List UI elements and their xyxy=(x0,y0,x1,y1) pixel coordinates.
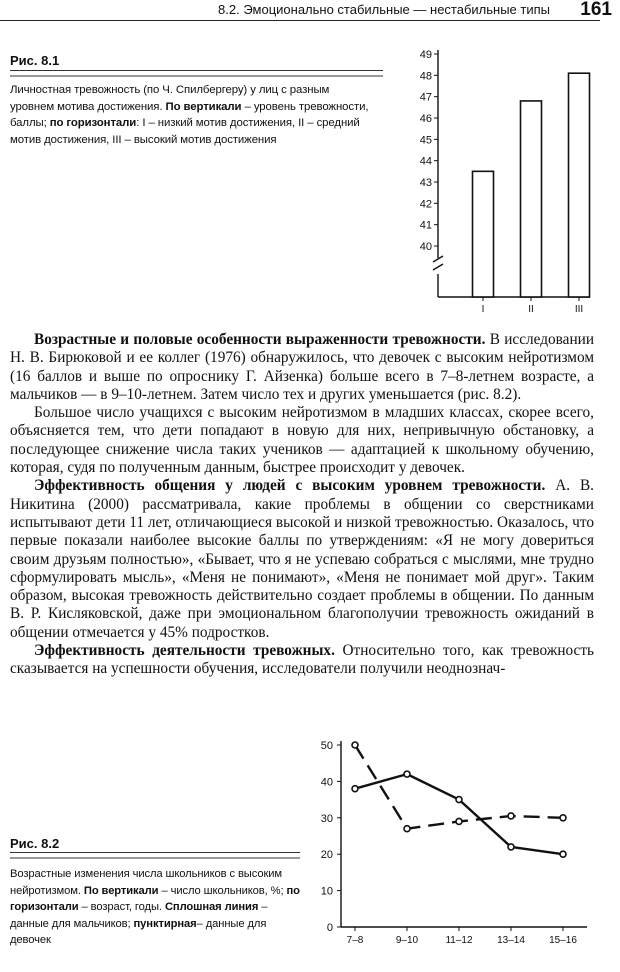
y-tick-label: 30 xyxy=(320,812,333,825)
data-point-solid xyxy=(352,786,358,792)
bar-I xyxy=(473,171,494,297)
figure-8-1-bar-chart xyxy=(400,40,600,325)
bar-III xyxy=(569,73,590,297)
y-tick-label: 46 xyxy=(419,113,432,125)
header-rule xyxy=(0,20,600,21)
y-tick-label: 49 xyxy=(419,49,432,61)
x-tick-label: 9–10 xyxy=(395,935,419,946)
y-tick-label: 42 xyxy=(419,198,432,211)
paragraph: Эффективность общения у людей с высоким уровнем тревожности. А. В. Никитина (2000) рассматривала, какие проблемы в общении со сверстниками испытывают дети 11 лет, отличающиеся высокой и низкой тревожностью. Оказалось, что первые показали наиболее высокие баллы по утверждениям: «Я не могу довериться своим друзьям полностью», «Бывает, что я не успеваю собраться с мыслями, мне трудно сформулировать мысль», «Меня не понимают», «Меня не понимает мой друг». Таким образом, высокая тревожность действительно создает проблемы в общении. По данным В. Р. Кисляковской, даже при эмоциональном благополучии тревожность ожиданий в общении отмечается у 45% подростков. xyxy=(10,477,594,641)
y-tick-label: 48 xyxy=(419,70,432,83)
y-tick-label: 20 xyxy=(320,849,333,862)
y-tick-label: 44 xyxy=(419,155,432,168)
data-point-solid xyxy=(508,844,514,850)
running-title: 8.2. Эмоционально стабильные — нестабильные типы xyxy=(218,2,550,17)
figure-8-2-caption: Возрастные изменения числа школьников с высоким нейротизмом. По вертикали – число школьников, %; по горизонтали – возраст, годы. Сплошная линия – данные для мальчиков; пунктирная– данные для девочек xyxy=(10,868,300,947)
figure-8-1-caption: Личностная тревожность (по Ч. Спилбергеру) у лиц с разным уровнем мотива достижения. По вертикали – уровень тревожности, баллы; по горизонтали: I – низкий мотив достижения, II – средний мотив достижения, III – высокий мотив достижения xyxy=(10,84,369,146)
bar-II xyxy=(521,101,542,297)
data-point-solid xyxy=(560,851,566,857)
x-tick-label: I xyxy=(481,304,485,315)
x-tick-label: 11–12 xyxy=(445,935,473,946)
data-point-dashed xyxy=(456,818,462,824)
y-tick-label: 0 xyxy=(326,922,333,934)
figure-8-2-line-chart xyxy=(305,735,605,960)
y-tick-label: 43 xyxy=(419,177,432,189)
figure-8-1-rule xyxy=(10,70,383,77)
data-point-dashed xyxy=(560,815,566,821)
page-number: 161 xyxy=(580,0,612,20)
y-tick-label: 40 xyxy=(320,776,333,789)
y-tick-label: 40 xyxy=(419,241,432,253)
y-tick-label: 10 xyxy=(320,885,333,898)
data-point-dashed xyxy=(508,813,514,819)
y-tick-label: 41 xyxy=(419,219,432,232)
data-point-solid xyxy=(404,771,410,777)
x-tick-label: 13–14 xyxy=(497,935,525,946)
data-point-solid xyxy=(456,797,462,803)
x-tick-label: II xyxy=(528,304,534,315)
series-line-boys xyxy=(355,774,563,854)
data-point-dashed xyxy=(352,742,358,748)
figure-8-2-label: Рис. 8.2 xyxy=(10,836,60,851)
series-line-girls xyxy=(355,745,563,829)
y-tick-label: 47 xyxy=(419,91,432,104)
x-tick-label: 7–8 xyxy=(346,935,364,946)
paragraph: Большое число учащихся с высоким нейротизмом в младших классах, скорее всего, объясняется тем, что дети попадают в новую для них, непривычную обстановку, а последующее снижение числа таких учеников — адаптацией к школьному обучению, которая, судя по полученным данным, быстрее происходит у девочек. xyxy=(10,404,594,477)
paragraph: Возрастные и половые особенности выраженности тревожности. В исследовании Н. В. Бирюковой и ее коллег (1976) обнаружилось, что девочек с высоким нейротизмом (16 баллов и выше по опроснику Г. Айзенка) больше всего в 7–8-летнем возрасте, а мальчиков — в 9–10-летнем. Затем число тех и других уменьшается (рис. 8.2). xyxy=(10,331,595,403)
y-tick-label: 45 xyxy=(419,134,432,147)
body-text xyxy=(10,331,594,679)
data-point-dashed xyxy=(404,826,410,832)
paragraph: Эффективность деятельности тревожных. Относительно того, как тревожность сказывается на успешности обучения, исследователи получили неоднознач- xyxy=(10,642,594,678)
figure-8-1-label: Рис. 8.1 xyxy=(10,53,60,68)
x-tick-label: 15–16 xyxy=(549,935,577,946)
y-tick-label: 50 xyxy=(320,740,333,752)
x-tick-label: III xyxy=(574,304,584,315)
axis-break-mark xyxy=(433,256,443,270)
figure-8-2-rule xyxy=(10,852,300,859)
